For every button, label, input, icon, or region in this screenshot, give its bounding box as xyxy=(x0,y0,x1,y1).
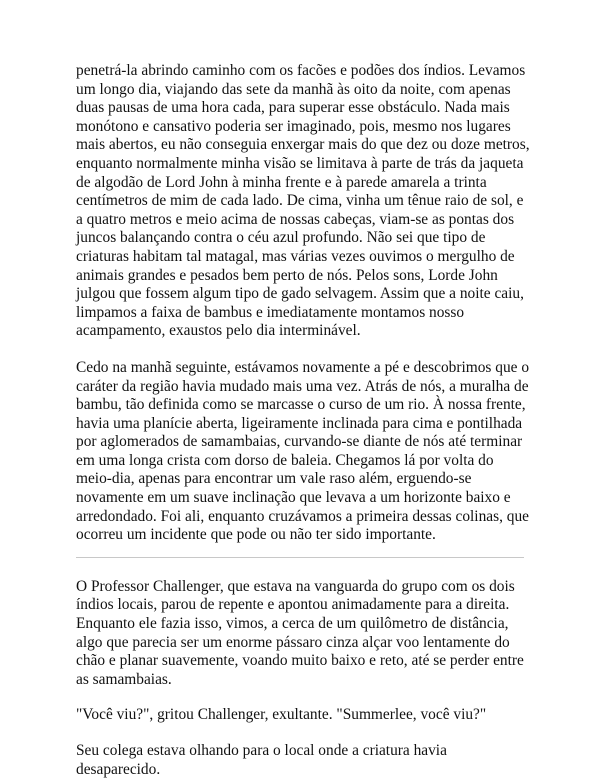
section-divider xyxy=(76,557,524,558)
paragraph-colleague: Seu colega estava olhando para o local onde a criatura havia desaparecido. xyxy=(76,742,447,778)
paragraph-next-morning: Cedo na manhã seguinte, estávamos novamente a pé e descobrimos que o caráter da região havia mudado mais uma vez. Atrás de nós, a muralha de bambu, tão definida como se marcasse o curso de um rio. À nossa frente, havia uma planície aberta, ligeiramente inclinada para cima e pontilhada por aglomerados de samambaias, curvando-se diante de nós até terminar em uma longa crista com dorso de baleia. Chegamos lá por volta do meio-dia, apenas para encontrar um vale raso além, erguendo-se novamente em um suave inclinação que levava a um horizonte baixo e arredondado. Foi ali, enquanto cruzávamos a primeira dessas colinas, que ocorreu um incidente que pode ou não ter sido importante. xyxy=(76,358,530,544)
paragraph-dialogue: "Você viu?", gritou Challenger, exultante. "Summerlee, você viu?" xyxy=(76,706,487,724)
paragraph-challenger-points: O Professor Challenger, que estava na vanguarda do grupo com os dois índios locais, parou de repente e apontou animadamente para a direita. Enquanto ele fazia isso, vimos, a cerca de um quilômetro de distância, algo que parecia ser um enorme pássaro cinza alçar voo lentamente do chão e planar suavemente, voando muito baixo e reto, até se perder entre as samambaias. xyxy=(76,577,524,688)
document-page xyxy=(76,62,532,779)
paragraph-bamboo-march: penetrá-la abrindo caminho com os facões e podões dos índios. Levamos um longo dia, viajando das sete da manhã às oito da noite, com apenas duas pausas de uma hora cada, para superar esse obstáculo. Nada mais monótono e cansativo poderia ser imaginado, pois, mesmo nos lugares mais abertos, eu não conseguia enxergar mais do que dez ou doze metros, enquanto normalmente minha visão se limitava à parte de trás da jaqueta de algodão de Lord John à minha frente e à parede amarela a trinta centímetros de mim de cada lado. De cima, vinha um tênue raio de sol, e a quatro metros e meio acima de nossas cabeças, viam-se as pontas dos juncos balançando contra o céu azul profundo. Não sei que tipo de criaturas habitam tal matagal, mas várias vezes ouvimos o mergulho de animais grandes e pesados bem perto de nós. Pelos sons, Lorde John julgou que fossem algum tipo de gado selvagem. Assim que a noite caiu, limpamos a faixa de bambus e imediatamente montamos nosso acampamento, exaustos pelo dia interminável. xyxy=(76,62,530,340)
